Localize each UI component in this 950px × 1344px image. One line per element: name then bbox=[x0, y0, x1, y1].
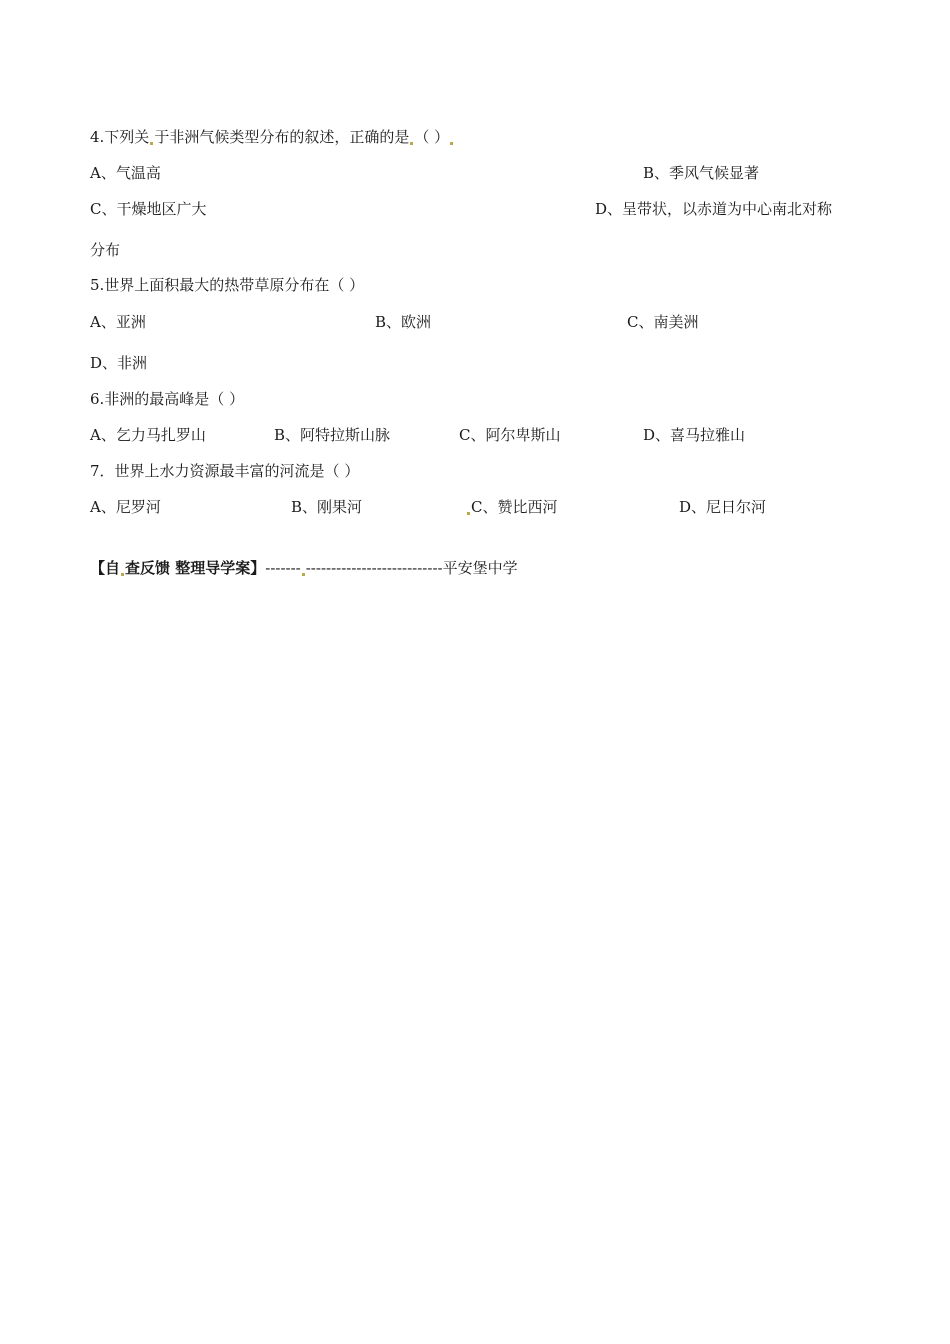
marker-dot bbox=[467, 512, 470, 515]
question-4-option-a: A、气温高 bbox=[90, 164, 161, 182]
question-4-option-d-continued: 分布 bbox=[90, 241, 121, 259]
marker-dot bbox=[150, 142, 153, 145]
question-4-stem-part1: 4.下列关 bbox=[90, 128, 150, 146]
question-4-option-b: B、季风气候显著 bbox=[643, 164, 760, 182]
question-6-option-c: C、阿尔卑斯山 bbox=[459, 426, 561, 444]
question-6-stem: 6.非洲的最高峰是（ ） bbox=[90, 390, 245, 408]
footer-school: 平安堡中学 bbox=[442, 559, 518, 577]
marker-dot bbox=[410, 142, 413, 145]
question-4-stem bbox=[90, 127, 454, 147]
question-5-option-b: B、欧洲 bbox=[375, 313, 432, 331]
question-6-option-d: D、喜马拉雅山 bbox=[643, 426, 746, 444]
marker-dot bbox=[450, 142, 453, 145]
marker-dot bbox=[302, 573, 305, 576]
footer-title-part2: 查反馈 整理导学案】 bbox=[125, 559, 266, 577]
question-7-option-c-text: C、赞比西河 bbox=[471, 498, 558, 516]
question-7-option-a: A、尼罗河 bbox=[90, 498, 161, 516]
question-6-option-b: B、阿特拉斯山脉 bbox=[274, 426, 391, 444]
footer-dashes-part1: ------- bbox=[265, 559, 301, 577]
question-7-option-b: B、刚果河 bbox=[291, 498, 363, 516]
footer-title-part1: 【自 bbox=[90, 559, 121, 577]
question-5-option-a: A、亚洲 bbox=[90, 313, 146, 331]
footer-dashes-part2: --------------------------- bbox=[305, 559, 443, 577]
question-5-stem: 5.世界上面积最大的热带草原分布在（ ） bbox=[90, 276, 365, 294]
question-6-option-a: A、乞力马扎罗山 bbox=[90, 426, 206, 444]
footer-line bbox=[90, 558, 518, 578]
question-7-option-d: D、尼日尔河 bbox=[679, 498, 767, 516]
question-5-option-c: C、南美洲 bbox=[627, 313, 699, 331]
question-5-option-d: D、非洲 bbox=[90, 354, 148, 372]
question-4-stem-part2: 于非洲气候类型分布的叙述，正确的是 bbox=[154, 128, 410, 146]
marker-dot bbox=[121, 573, 124, 576]
question-4-stem-part3: （ ） bbox=[414, 128, 450, 146]
question-7-stem: 7．世界上水力资源最丰富的河流是（ ） bbox=[90, 462, 360, 480]
question-4-option-c: C、干燥地区广大 bbox=[90, 200, 207, 218]
question-7-option-c bbox=[466, 497, 557, 517]
question-4-option-d: D、呈带状，以赤道为中心南北对称 bbox=[595, 200, 833, 218]
